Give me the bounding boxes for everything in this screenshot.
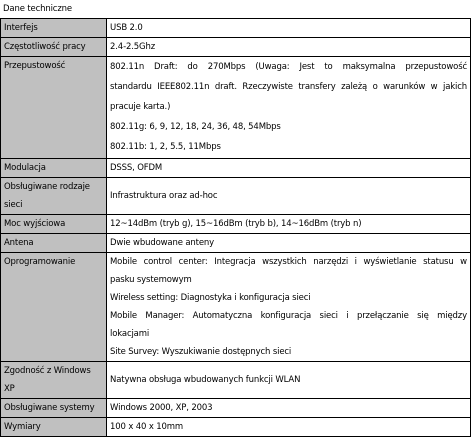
spec-value	[107, 38, 471, 57]
spec-label-line: Obsługiwane rodzaje	[4, 182, 90, 192]
spec-label-line: sieci	[4, 200, 23, 210]
section-title: Dane techniczne	[3, 4, 72, 14]
spec-value-line: Mobile Manager: Automatyczna konfiguracja sieci i przełączanie się między	[110, 311, 467, 321]
spec-value-line: 12~14dBm (tryb g), 15~16dBm (tryb b), 14~16dBm (tryb n)	[110, 219, 362, 229]
table-row	[1, 399, 471, 418]
spec-value-line: 802.11n Draft: do 270Mbps (Uwaga: Jest to maksymalna przepustowość	[110, 62, 467, 72]
spec-value	[107, 19, 471, 38]
spec-label: Obsługiwane systemy	[1, 399, 107, 418]
table-row	[1, 418, 471, 437]
table-row	[1, 178, 471, 215]
spec-value-line: DSSS, OFDM	[110, 163, 163, 173]
spec-label: Przepustowość	[1, 57, 107, 159]
spec-value-line: Natywna obsługa wbudowanych funkcji WLAN	[110, 375, 301, 385]
table-row	[1, 57, 471, 159]
spec-value	[107, 234, 471, 253]
spec-label	[1, 362, 107, 399]
table-row	[1, 234, 471, 253]
spec-value-line: Dwie wbudowane anteny	[110, 238, 215, 248]
spec-value-line: 2.4-2.5Ghz	[110, 42, 156, 52]
table-row	[1, 215, 471, 234]
spec-value-line: 802.11g: 6, 9, 12, 18, 24, 36, 48, 54Mbps	[110, 122, 281, 132]
spec-value-line: pracuje karta.)	[110, 102, 171, 112]
spec-value	[107, 215, 471, 234]
table-row	[1, 159, 471, 178]
spec-value-line: Wireless setting: Diagnostyka i konfiguracja sieci	[110, 293, 311, 303]
spec-label	[1, 178, 107, 215]
spec-label-line: XP	[4, 384, 15, 394]
spec-table	[0, 18, 471, 437]
spec-value	[107, 178, 471, 215]
spec-value-line: standardu IEEE802.11n draft. Rzeczywiste transfery zależą o warunków w jakich	[110, 82, 467, 92]
spec-value-line: Site Survey: Wyszukiwanie dostępnych sieci	[110, 347, 292, 357]
spec-label: Częstotliwość pracy	[1, 38, 107, 57]
table-row	[1, 253, 471, 362]
spec-label: Oprogramowanie	[1, 253, 107, 362]
spec-value-line: 100 x 40 x 10mm	[110, 422, 184, 432]
spec-value-line: Mobile control center: Integracja wszystkich narzędzi i wyświetlanie statusu w	[110, 257, 467, 267]
table-row	[1, 19, 471, 38]
spec-label: Moc wyjściowa	[1, 215, 107, 234]
spec-value	[107, 159, 471, 178]
spec-value-line: lokacjami	[110, 329, 150, 339]
spec-value	[107, 253, 471, 362]
spec-value-line: Infrastruktura oraz ad-hoc	[110, 191, 218, 201]
spec-label-line: Zgodność z Windows	[4, 366, 91, 376]
spec-value	[107, 362, 471, 399]
spec-value	[107, 418, 471, 437]
table-row	[1, 38, 471, 57]
spec-label: Interfejs	[1, 19, 107, 38]
spec-label: Modulacja	[1, 159, 107, 178]
spec-value-line: pasku systemowym	[110, 275, 192, 285]
spec-value-line: Windows 2000, XP, 2003	[110, 403, 213, 413]
spec-value-line: 802.11b: 1, 2, 5.5, 11Mbps	[110, 142, 221, 152]
spec-label: Wymiary	[1, 418, 107, 437]
spec-value-line: USB 2.0	[110, 23, 143, 33]
table-row	[1, 362, 471, 399]
spec-value	[107, 399, 471, 418]
spec-label: Antena	[1, 234, 107, 253]
spec-value	[107, 57, 471, 159]
